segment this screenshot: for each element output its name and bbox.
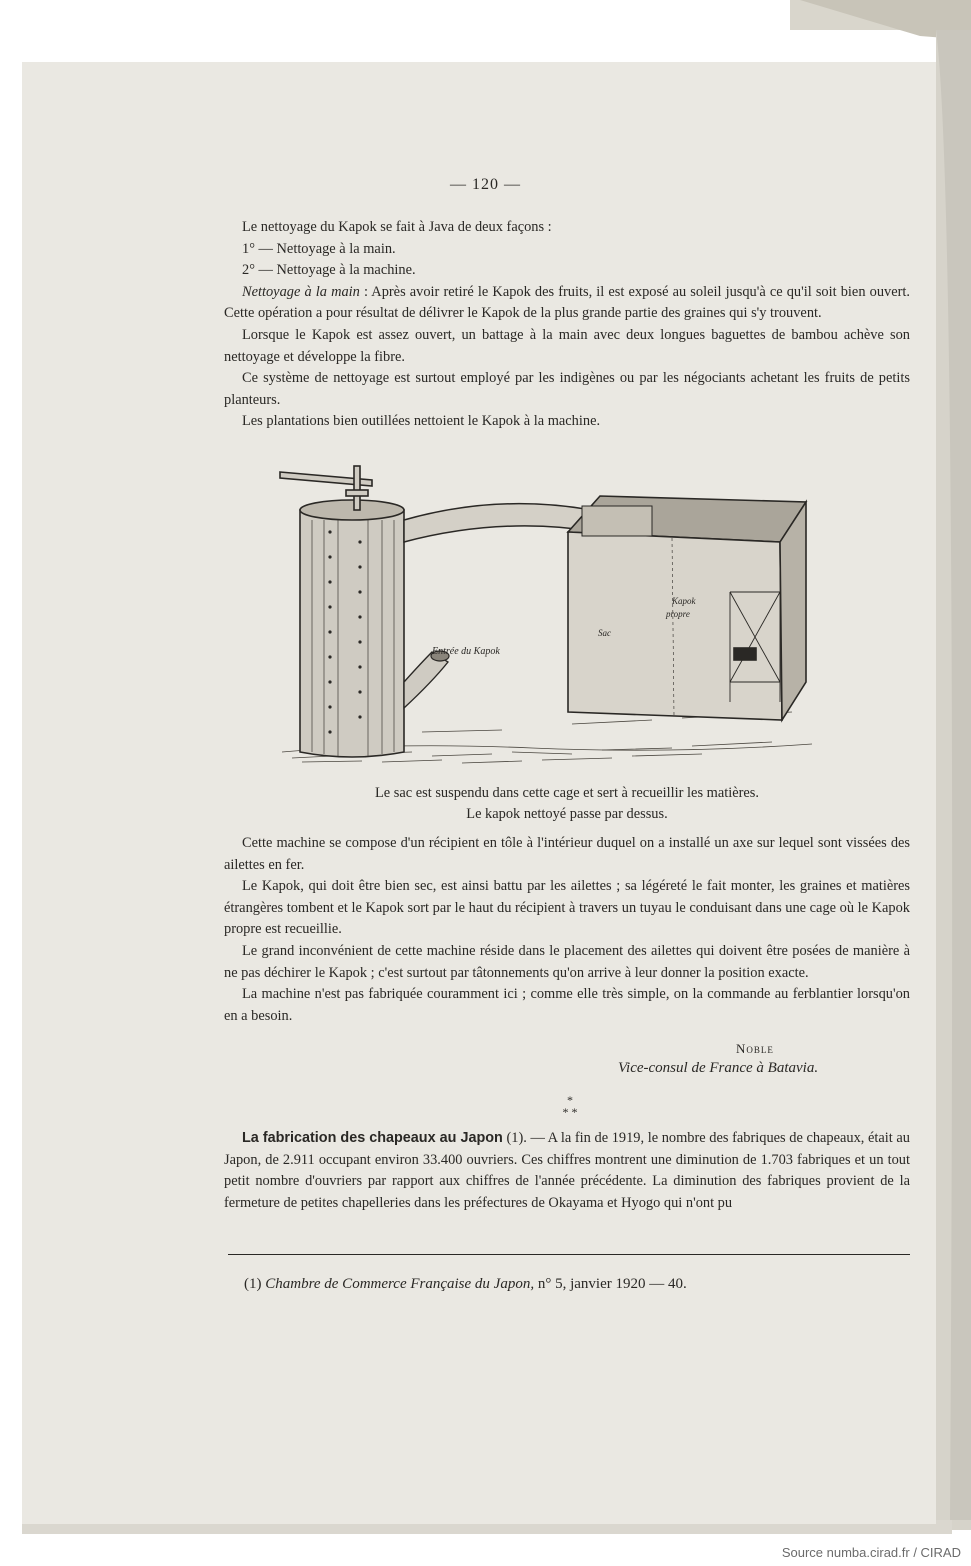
intro-text bbox=[224, 217, 910, 433]
clean-kapok-label: Kapok bbox=[672, 596, 696, 606]
paragraph: Le grand inconvénient de cette machine réside dans le placement des ailettes qui doivent être posées de manière à ne pas déchirer le Kapok ; c'est surtout par tâtonnements qu'on arrive à leur donner la position exacte. bbox=[224, 942, 910, 981]
signature-name: Noble bbox=[736, 1041, 774, 1056]
page-number: — 120 — bbox=[450, 176, 521, 193]
paragraph: Lorsque le Kapok est assez ouvert, un battage à la main avec deux longues baguettes de bambou achève son nettoyage et développe la fibre. bbox=[224, 326, 910, 365]
section-title: La fabrication des chapeaux au Japon bbox=[242, 1130, 503, 1146]
footnote-source: Chambre de Commerce Française du Japon, bbox=[265, 1276, 535, 1292]
machine-description bbox=[224, 833, 910, 1027]
subheading: Nettoyage à la main bbox=[242, 283, 360, 300]
inlet-pipe bbox=[404, 651, 449, 708]
footnote-marker: (1) bbox=[244, 1276, 262, 1292]
bag-label: Sac bbox=[598, 628, 611, 638]
note-reference: (1) bbox=[506, 1130, 524, 1146]
figure-caption-line-2: Le kapok nettoyé passe par dessus. bbox=[466, 806, 668, 822]
paragraph: Ce système de nettoyage est surtout employé par les indigènes ou par les négociants achetant les fruits de petits planteurs. bbox=[224, 370, 910, 408]
recipient-cylinder bbox=[300, 500, 404, 757]
separator-star-top: * bbox=[567, 1093, 573, 1107]
list-item: 1° — Nettoyage à la main. bbox=[242, 240, 396, 257]
paragraph bbox=[224, 1128, 910, 1214]
paragraph: Le nettoyage du Kapok se fait à Java de deux façons : bbox=[242, 219, 552, 235]
paragraph: Les plantations bien outillées nettoient le Kapok à la machine. bbox=[242, 413, 601, 430]
footnote bbox=[244, 1276, 687, 1293]
collection-cage bbox=[568, 496, 806, 720]
inlet-label: Entrée du Kapok bbox=[432, 646, 500, 657]
footnote-rest: n° 5, janvier 1920 — 40. bbox=[537, 1276, 687, 1292]
figure-caption-line-1: Le sac est suspendu dans cette cage et sert à recueillir les matières. bbox=[375, 785, 759, 801]
list-item: 2° — Nettoyage à la machine. bbox=[242, 262, 416, 279]
section-body: . — A la fin de 1919, le nombre des fabriques de chapeaux, était au Japon, de 2.911 occupant environ 33.400 ouvriers. Ces chiffres montrent une diminution de 1.703 fabriques et un tout petit nombre d'ouvriers par rapport aux chiffres de l'année précédente. La diminution des fabriques provient de la fermeture de petites chapelleries dans les préfectures de Okayama et Hyogo qui n'ont pu bbox=[224, 1130, 910, 1211]
separator-star-bottom: * * bbox=[562, 1105, 578, 1119]
footnote-rule bbox=[228, 1254, 910, 1255]
source-credit[interactable]: Source numba.cirad.fr / CIRAD bbox=[781, 1545, 961, 1560]
machine-illustration bbox=[272, 462, 822, 770]
paragraph: Nettoyage à la main : Après avoir retiré le Kapok des fruits, il est exposé au soleil jusqu'à ce qu'il soit bien ouvert. Cette opération a pour résultat de délivrer le Kapok de la plus grande partie des graines qui s'y trouvent. bbox=[224, 283, 910, 322]
section-separator bbox=[540, 1094, 600, 1120]
clean-kapok-label-2: propre bbox=[666, 609, 690, 619]
paragraph: La machine n'est pas fabriquée couramment ici ; comme elle très simple, on la commande au ferblantier lorsqu'on en a besoin. bbox=[224, 986, 910, 1024]
hats-section bbox=[224, 1128, 910, 1214]
signature-title: Vice-consul de France à Batavia. bbox=[618, 1060, 819, 1076]
paragraph: Cette machine se compose d'un récipient en tôle à l'intérieur duquel on a installé un axe sur lequel sont vissées des ailettes en fer. bbox=[224, 835, 910, 873]
paragraph: Le Kapok, qui doit être bien sec, est ainsi battu par les ailettes ; sa légéreté le fait monter, les graines et matières étrangères tombent et le Kapok sort par le haut du récipient à travers un tuyau le conduisant dans une cage où le Kapok propre est recueillie. bbox=[224, 878, 910, 938]
